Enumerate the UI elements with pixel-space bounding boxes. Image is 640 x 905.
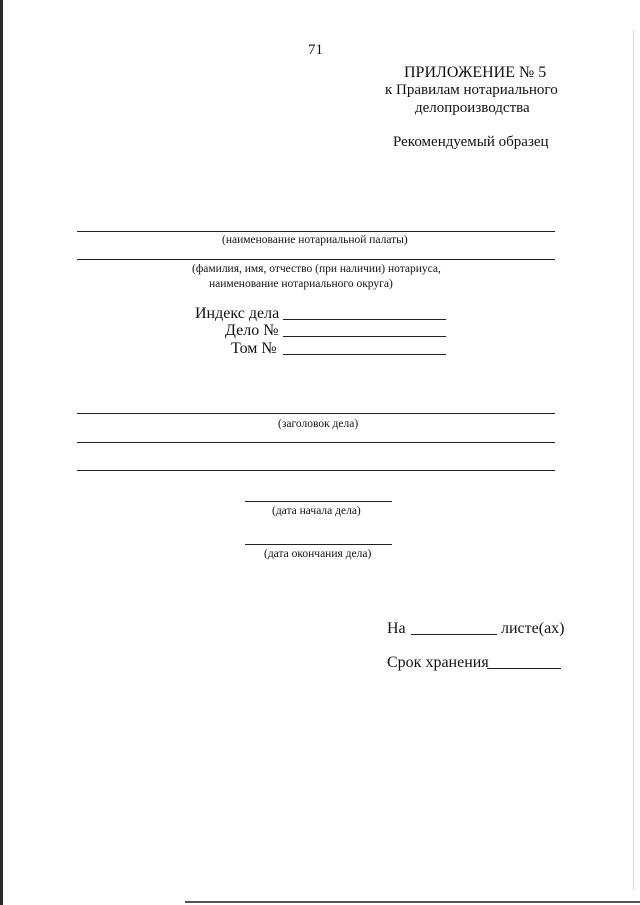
case-title-line-2 [77,442,555,443]
case-index-label: Индекс дела [195,305,280,322]
volume-line [283,354,446,355]
chamber-name-caption: (наименование нотариальной палаты) [222,234,408,246]
end-date-line [245,544,392,545]
notary-line [77,259,555,260]
case-number-line [283,336,446,337]
sheets-count-line [411,634,497,635]
scan-edge-left [0,0,3,905]
end-date-caption: (дата окончания дела) [264,548,372,560]
page-number: 71 [308,42,323,58]
case-number-label: Дело № [225,322,279,339]
start-date-line [245,501,392,502]
rules-reference-line2: делопроизводства [415,100,530,116]
chamber-name-line [77,231,555,232]
case-title-caption: (заголовок дела) [278,418,359,430]
sheets-suffix: листе(ах) [501,620,565,637]
scan-edge-right [633,30,634,890]
appendix-title: ПРИЛОЖЕНИЕ № 5 [404,64,547,81]
rules-reference-line1: к Правилам нотариального [385,82,558,98]
notary-caption-line1: (фамилия, имя, отчество (при наличии) нотариуса, [192,263,441,275]
sheets-prefix: На [387,620,406,637]
case-title-line-3 [77,470,555,471]
scan-edge-bottom [185,901,640,903]
notary-caption-line2: наименование нотариального округа) [209,278,393,290]
case-title-line-1 [77,413,555,414]
volume-label: Том № [231,340,277,357]
sample-label: Рекомендуемый образец [393,134,549,150]
storage-period-label: Срок хранения [387,654,489,671]
case-index-line [283,319,446,320]
start-date-caption: (дата начала дела) [272,505,361,517]
storage-period-line [487,668,561,669]
